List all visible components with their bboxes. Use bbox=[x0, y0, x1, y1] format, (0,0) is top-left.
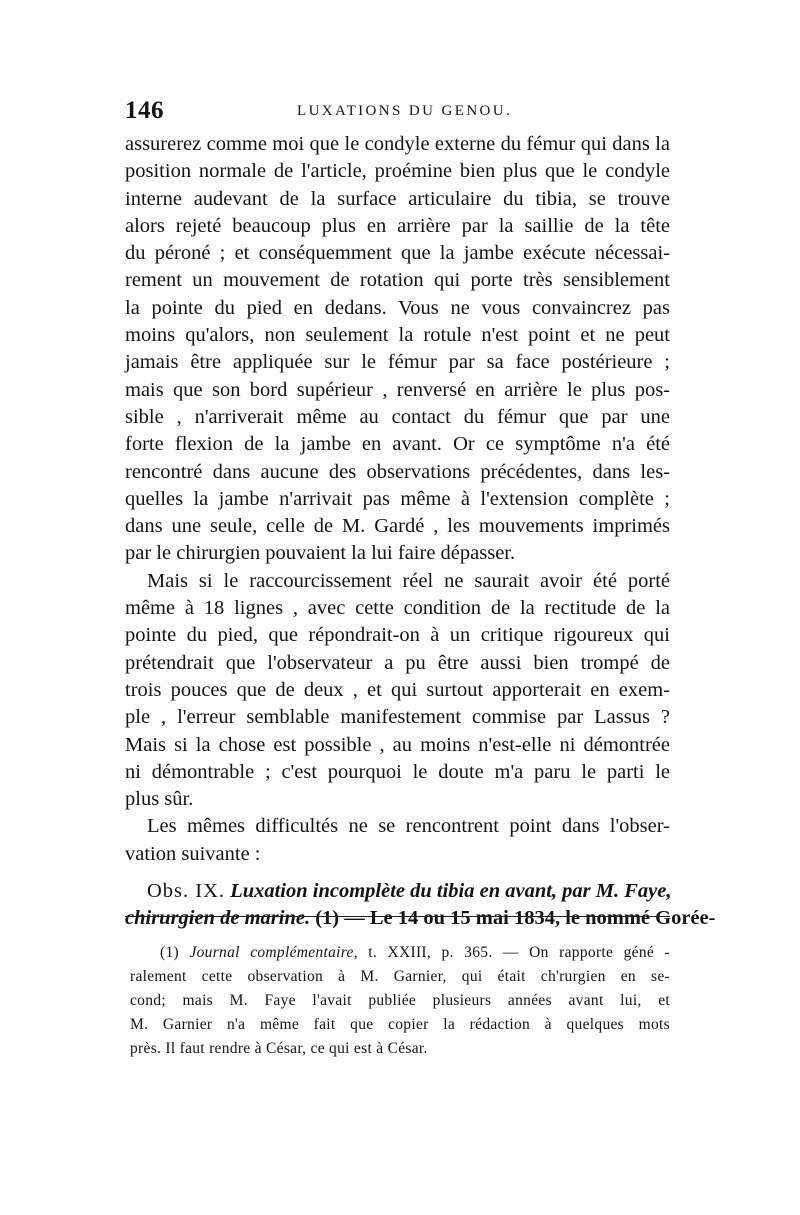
footnote-line: cond; mais M. Faye l'avait publiée plusieurs années avant lui, et bbox=[130, 992, 670, 1009]
text-line: interne audevant de la surface articulaire du tibia, se trouve bbox=[125, 187, 670, 210]
footnote-citation: , t. XXIII, p. 365. — On rapporte géné - bbox=[353, 944, 670, 961]
observation-title-end: chirurgien de marine. bbox=[125, 907, 311, 930]
text-line: trois pouces que de deux , et qui surtout apporterait en exem- bbox=[125, 678, 670, 701]
text-line: la pointe du pied en dedans. Vous ne vous convaincrez pas bbox=[125, 296, 670, 319]
text-line: plus sûr. bbox=[125, 788, 194, 811]
footnote-line: ralement cette observation à M. Garnier, qui était ch'rurgien en se- bbox=[130, 968, 670, 985]
text-line: ple , l'erreur semblable manifestement commise par Lassus ? bbox=[125, 706, 670, 729]
text-line: vation suivante : bbox=[125, 842, 261, 865]
text-line: mais que son bord supérieur , renversé en arrière le plus pos- bbox=[125, 378, 670, 401]
observation-label: Obs. IX. bbox=[147, 880, 226, 903]
footnote-line: près. Il faut rendre à César, ce qui est à César. bbox=[130, 1040, 428, 1057]
text-line: par le chirurgien pouvaient la lui faire dépasser. bbox=[125, 542, 516, 565]
page-number: 146 bbox=[125, 97, 164, 124]
text-line: position normale de l'article, proémine bien plus que le condyle bbox=[125, 160, 670, 183]
observation-text: (1) — Le 14 ou 15 mai 1834, le nommé Gorée- bbox=[315, 907, 716, 930]
text-line: forte flexion de la jambe en avant. Or ce symptôme n'a été bbox=[125, 433, 670, 456]
text-line: Mais si la chose est possible , au moins n'est-elle ni démontrée bbox=[125, 733, 670, 756]
text-line: pointe du pied, que répondrait-on à un critique rigoureux qui bbox=[125, 624, 670, 647]
footnote-rule bbox=[125, 916, 670, 917]
text-line: ni démontrable ; c'est pourquoi le doute m'a paru le parti le bbox=[125, 760, 670, 783]
observation-heading bbox=[125, 878, 670, 905]
text-line: sible , n'arriverait même au contact du fémur que par une bbox=[125, 405, 670, 428]
footnote-line: M. Garnier n'a même fait que copier la rédaction à quelques mots bbox=[130, 1016, 670, 1033]
footnote bbox=[130, 941, 670, 1061]
text-line: du péroné ; et conséquemment que la jambe exécute nécessai- bbox=[125, 242, 670, 265]
footnote-marker: (1) bbox=[160, 944, 179, 961]
text-line: rencontré dans aucune des observations précédentes, dans les- bbox=[125, 460, 670, 483]
text-line: jamais être appliquée sur le fémur par sa face postérieure ; bbox=[125, 351, 670, 374]
observation-title: Luxation incomplète du tibia en avant, par M. Faye, bbox=[230, 880, 672, 903]
text-line: rement un mouvement de rotation qui porte très sensiblement bbox=[125, 269, 670, 292]
text-line: Mais si le raccourcissement réel ne saurait avoir été porté bbox=[147, 569, 670, 592]
text-line: Les mêmes difficultés ne se rencontrent point dans l'obser- bbox=[147, 815, 670, 838]
page-header bbox=[125, 97, 670, 127]
body-text bbox=[125, 131, 716, 933]
footnote-line bbox=[130, 941, 670, 965]
footnote-journal: Journal complémentaire bbox=[189, 944, 354, 961]
text-line: dans une seule, celle de M. Gardé , les mouvements imprimés bbox=[125, 515, 670, 538]
text-line: quelles la jambe n'arrivait pas même à l'extension complète ; bbox=[125, 487, 670, 510]
observation-heading-continued bbox=[125, 905, 716, 932]
text-line: prétendrait que l'observateur a pu être aussi bien trompé de bbox=[125, 651, 670, 674]
text-line: moins qu'alors, non seulement la rotule n'est point et ne peut bbox=[125, 324, 670, 347]
text-line: assurerez comme moi que le condyle externe du fémur qui dans la bbox=[125, 133, 670, 155]
running-title: LUXATIONS DU GENOU. bbox=[297, 103, 513, 119]
text-line: même à 18 lignes , avec cette condition de la rectitude de la bbox=[125, 597, 670, 620]
text-line: alors rejeté beaucoup plus en arrière par la saillie de la tête bbox=[125, 214, 670, 237]
